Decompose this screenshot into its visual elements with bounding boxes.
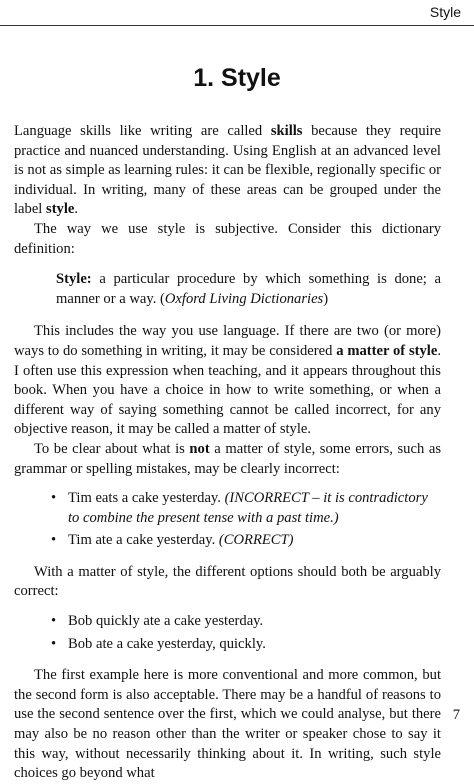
chapter-title: 1. Style <box>193 64 281 92</box>
example-list-grammar <box>14 489 441 551</box>
list-item: • Tim ate a cake yesterday. (CORRECT) <box>14 531 441 551</box>
list-item: • Tim eats a cake yesterday. (INCORRECT – it is contradictory to combine the present tense with a past time.) <box>51 490 428 526</box>
term-style: style <box>46 201 75 218</box>
bullet-icon: • <box>51 613 57 630</box>
example-note: (INCORRECT – it is contradictory to combine the present tense with a past time.) <box>68 490 428 526</box>
term-matter-of-style: a matter of style <box>336 342 438 359</box>
running-header-title: Style <box>429 4 461 20</box>
paragraph-conventional: The first example here is more conventional and more common, but the second form is also acceptable. There may be a handful of reasons to use the second sentence over the first, which we could analyse, but there may also be no reason other than the writer or speaker chose to say it this way, without necessarily thinking about it. In writing, such style choices go beyond what <box>14 667 441 782</box>
page-number: 7 <box>452 707 460 723</box>
bullet-icon: • <box>51 635 57 652</box>
paragraph-not-style: To be clear about what is not a matter of style, some errors, such as grammar or spelling mistakes, may be clearly incorrect: <box>14 440 441 477</box>
definition-source: Oxford Living Dictionaries <box>164 290 324 307</box>
term-skills: skills <box>270 123 303 139</box>
example-list-style <box>14 612 441 654</box>
dictionary-definition: Style: a particular procedure by which something is done; a manner or a way. (Oxford Living Dictionaries) <box>56 271 441 307</box>
list-item: • Bob quickly ate a cake yesterday. <box>14 612 441 632</box>
running-header <box>0 0 474 26</box>
bullet-icon: • <box>51 532 57 549</box>
paragraph-intro: Language skills like writing are called skills because they require practice and nuanced understanding. Using English at an advanced level is not as simple as learning rules: it can be flexible, regionally specific or individual. In writing, many of these areas can be grouped under the label style. <box>14 123 442 218</box>
paragraph-subjective: The way we use style is subjective. Consider this dictionary definition: <box>14 220 441 257</box>
paragraph-matter-of-style: This includes the way you use language. If there are two (or more) ways to do something in writing, it may be considered a matter of style. I often use this expression when teaching, and it appears throughout this book. When you have a choice in how to write something, or when a different way of saying something cannot be called incorrect, for any objective reason, it may be called a matter of style. <box>14 323 441 438</box>
definition-term: Style: <box>56 271 92 288</box>
term-not: not <box>189 440 210 457</box>
body-text <box>14 122 441 784</box>
paragraph-options: With a matter of style, the different options should both be arguably correct: <box>14 563 441 600</box>
list-item: • Bob ate a cake yesterday, quickly. <box>14 635 441 655</box>
bullet-icon: • <box>51 490 57 507</box>
example-note: (CORRECT) <box>218 532 294 549</box>
